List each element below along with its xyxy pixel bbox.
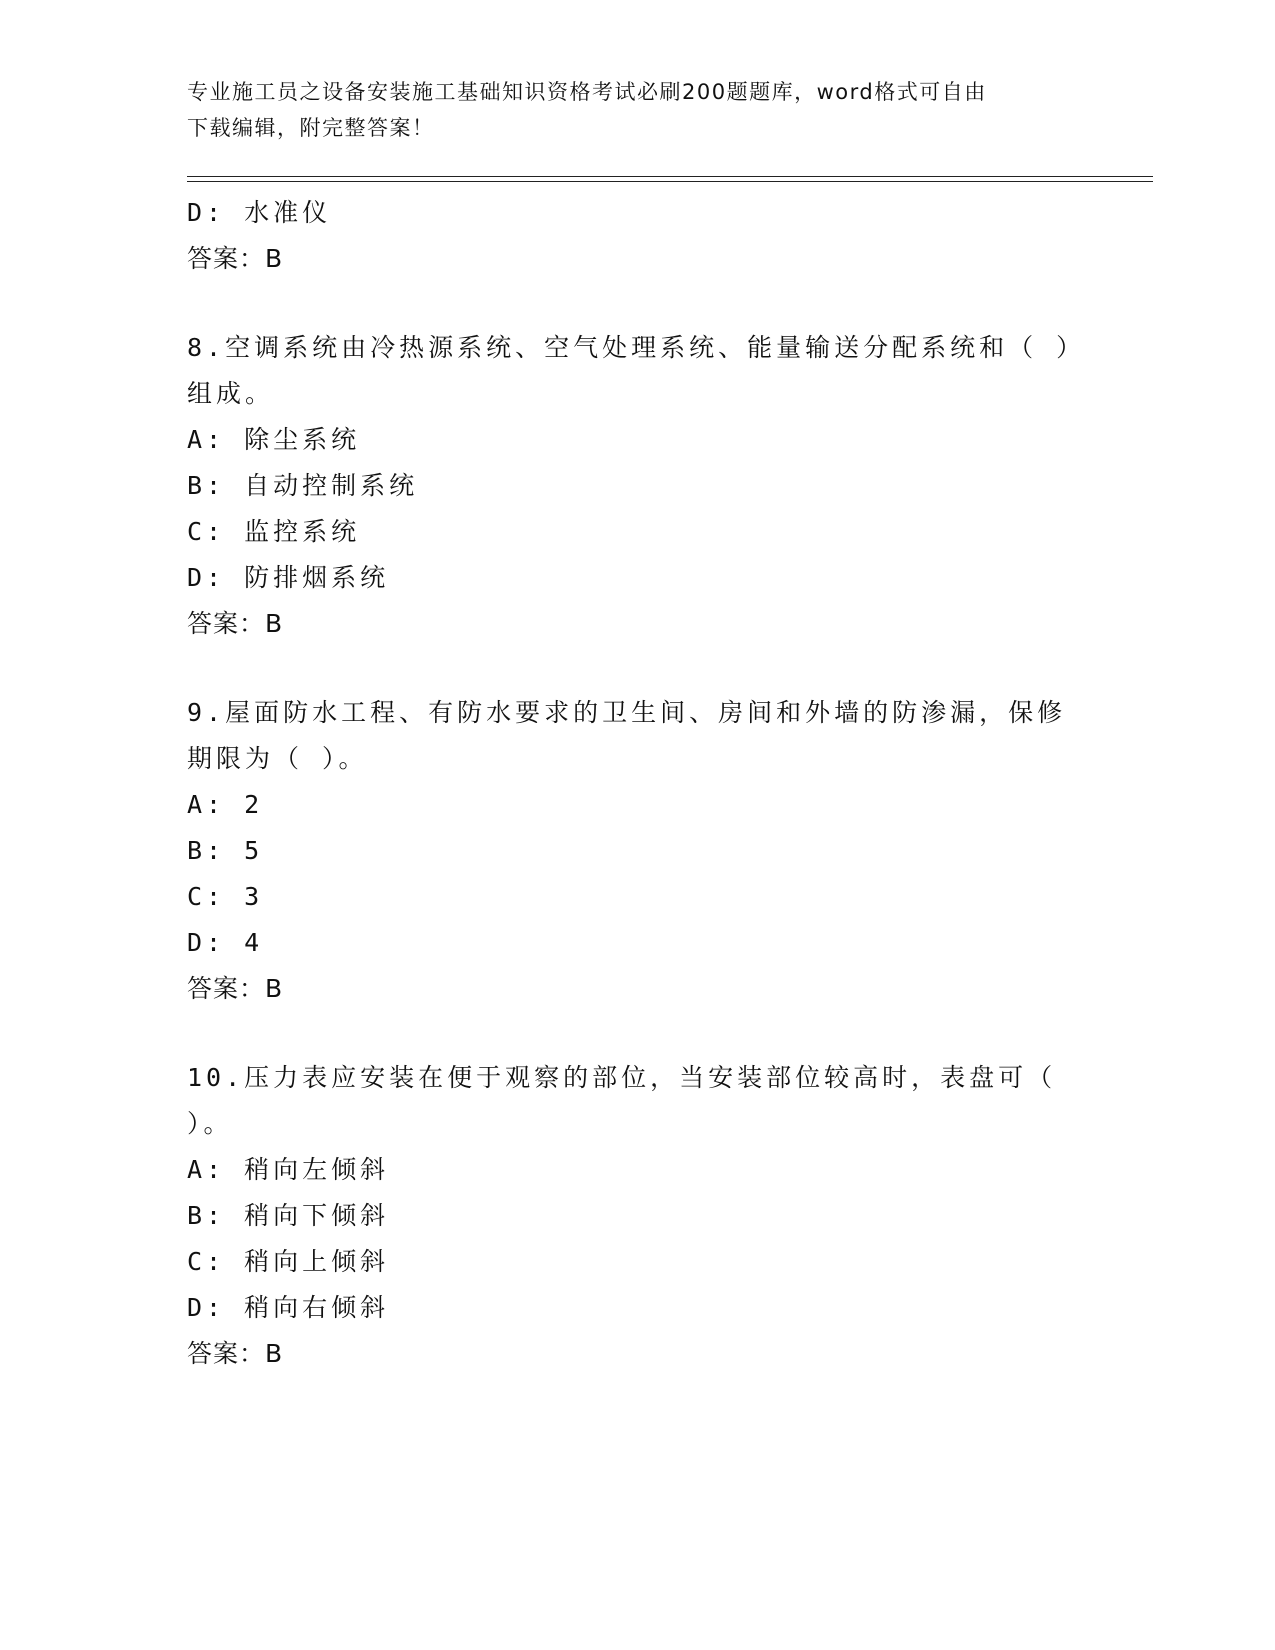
- option-c: C: 3: [187, 882, 264, 911]
- question-7-tail: [187, 190, 1067, 282]
- question-stem: 10.压力表应安装在便于观察的部位，当安装部位较高时，表盘可（: [187, 1063, 1057, 1092]
- question-stem: 8.空调系统由冷热源系统、空气处理系统、能量输送分配系统和（ ）: [187, 333, 1086, 362]
- answer: 答案：B: [187, 244, 284, 273]
- header-line-1: 专业施工员之设备安装施工基础知识资格考试必刷200题题库，word格式可自由: [187, 80, 987, 104]
- header-line-2: 下载编辑，附完整答案！: [187, 116, 435, 140]
- option-d: D: 4: [187, 928, 264, 957]
- question-stem-cont: 期限为（ ）。: [187, 744, 368, 773]
- option-d: D: 防排烟系统: [187, 563, 390, 592]
- option-b: B: 自动控制系统: [187, 471, 419, 500]
- option-a: A: 除尘系统: [187, 425, 361, 454]
- header-rule-top: [187, 176, 1153, 177]
- answer: 答案：B: [187, 609, 284, 638]
- question-10: [187, 1055, 1067, 1377]
- option-d: D: 水准仪: [187, 198, 332, 227]
- option-b: B: 稍向下倾斜: [187, 1201, 390, 1230]
- question-stem-cont: 组成。: [187, 379, 275, 408]
- answer: 答案：B: [187, 974, 284, 1003]
- option-c: C: 监控系统: [187, 517, 361, 546]
- option-d: D: 稍向右倾斜: [187, 1293, 390, 1322]
- question-9: [187, 690, 1067, 1012]
- question-stem: 9.屋面防水工程、有防水要求的卫生间、房间和外墙的防渗漏，保修: [187, 698, 1067, 727]
- document-header: [187, 74, 1067, 146]
- header-rule-bottom: [187, 181, 1153, 182]
- question-stem-cont: ）。: [187, 1109, 233, 1138]
- answer: 答案：B: [187, 1339, 284, 1368]
- option-a: A: 稍向左倾斜: [187, 1155, 390, 1184]
- question-8: [187, 325, 1086, 647]
- question-list: [187, 190, 1086, 1377]
- option-b: B: 5: [187, 836, 264, 865]
- option-a: A: 2: [187, 790, 264, 819]
- option-c: C: 稍向上倾斜: [187, 1247, 390, 1276]
